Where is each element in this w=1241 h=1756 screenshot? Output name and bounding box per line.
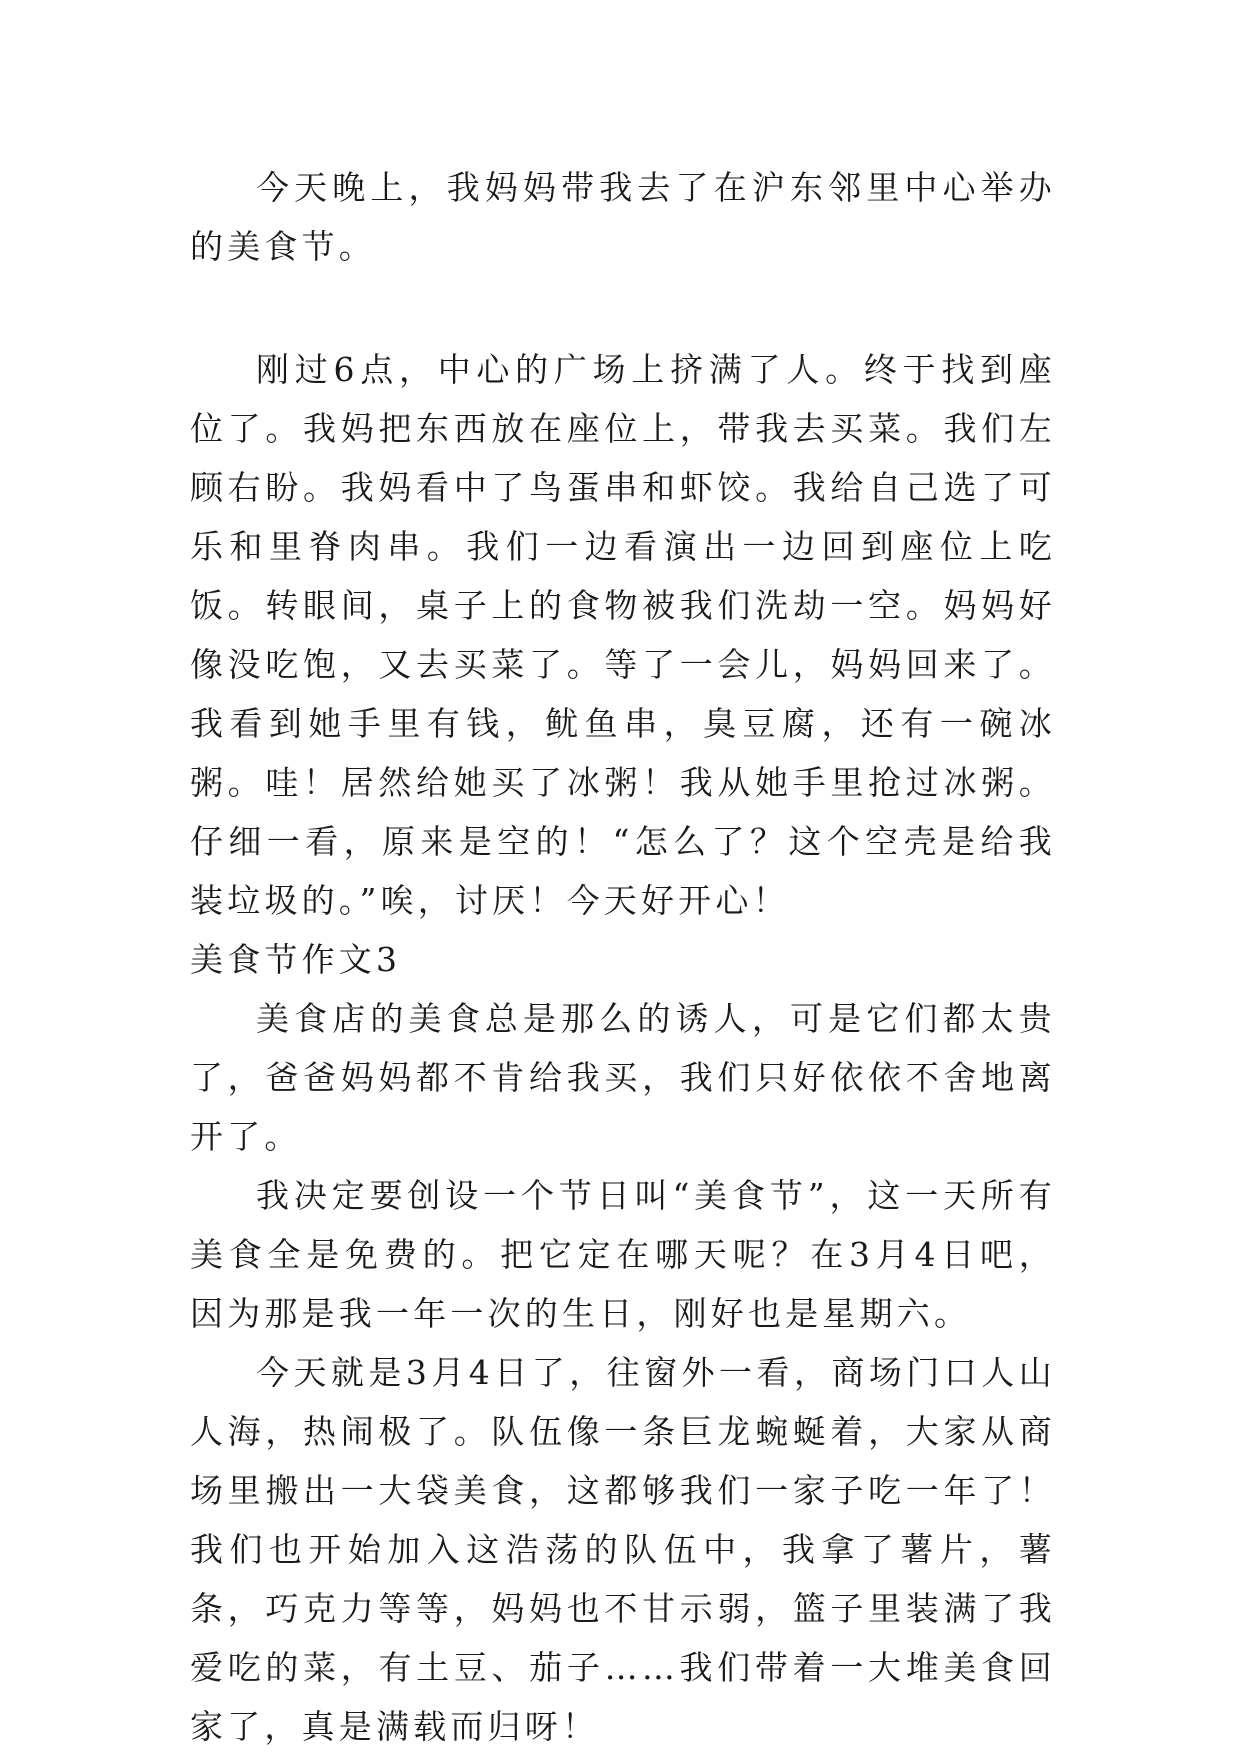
document-page (190, 158, 1056, 1756)
paragraph-1: 今天晚上，我妈妈带我去了在沪东邻里中心举办的美食节。 (190, 168, 1056, 266)
paragraph-3: 美食店的美食总是那么的诱人，可是它们都太贵了，爸爸妈妈都不肯给我买，我们只好依依不舍地离开了。 (190, 999, 1056, 1156)
paragraph-4: 我决定要创设一个节日叫“美食节”，这一天所有美食全是免费的。把它定在哪天呢？在3月4日吧，因为那是我一年一次的生日，刚好也是星期六。 (190, 1176, 1056, 1333)
paragraph-gap (190, 276, 1056, 340)
section-heading: 美食节作文3 (190, 940, 402, 979)
paragraph-5: 今天就是3月4日了，往窗外一看，商场门口人山人海，热闹极了。队伍像一条巨龙蜿蜒着，大家从商场里搬出一大袋美食，这都够我们一家子吃一年了！我们也开始加入这浩荡的队伍中，我拿了薯片，薯条，巧克力等等，妈妈也不甘示弱，篮子里装满了我爱吃的菜，有土豆、茄子……我们带着一大堆美食回家了，真是满载而归呀！ (190, 1353, 1056, 1746)
paragraph-2: 刚过6点，中心的广场上挤满了人。终于找到座位了。我妈把东西放在座位上，带我去买菜。我们左顾右盼。我妈看中了鸟蛋串和虾饺。我给自己选了可乐和里脊肉串。我们一边看演出一边回到座位上吃饭。转眼间，桌子上的食物被我们洗劫一空。妈妈好像没吃饱，又去买菜了。等了一会儿，妈妈回来了。我看到她手里有钱，鱿鱼串，臭豆腐，还有一碗冰粥。哇！居然给她买了冰粥！我从她手里抢过冰粥。仔细一看，原来是空的！“怎么了？这个空壳是给我装垃圾的。”唉，讨厌！今天好开心！ (190, 350, 1056, 920)
